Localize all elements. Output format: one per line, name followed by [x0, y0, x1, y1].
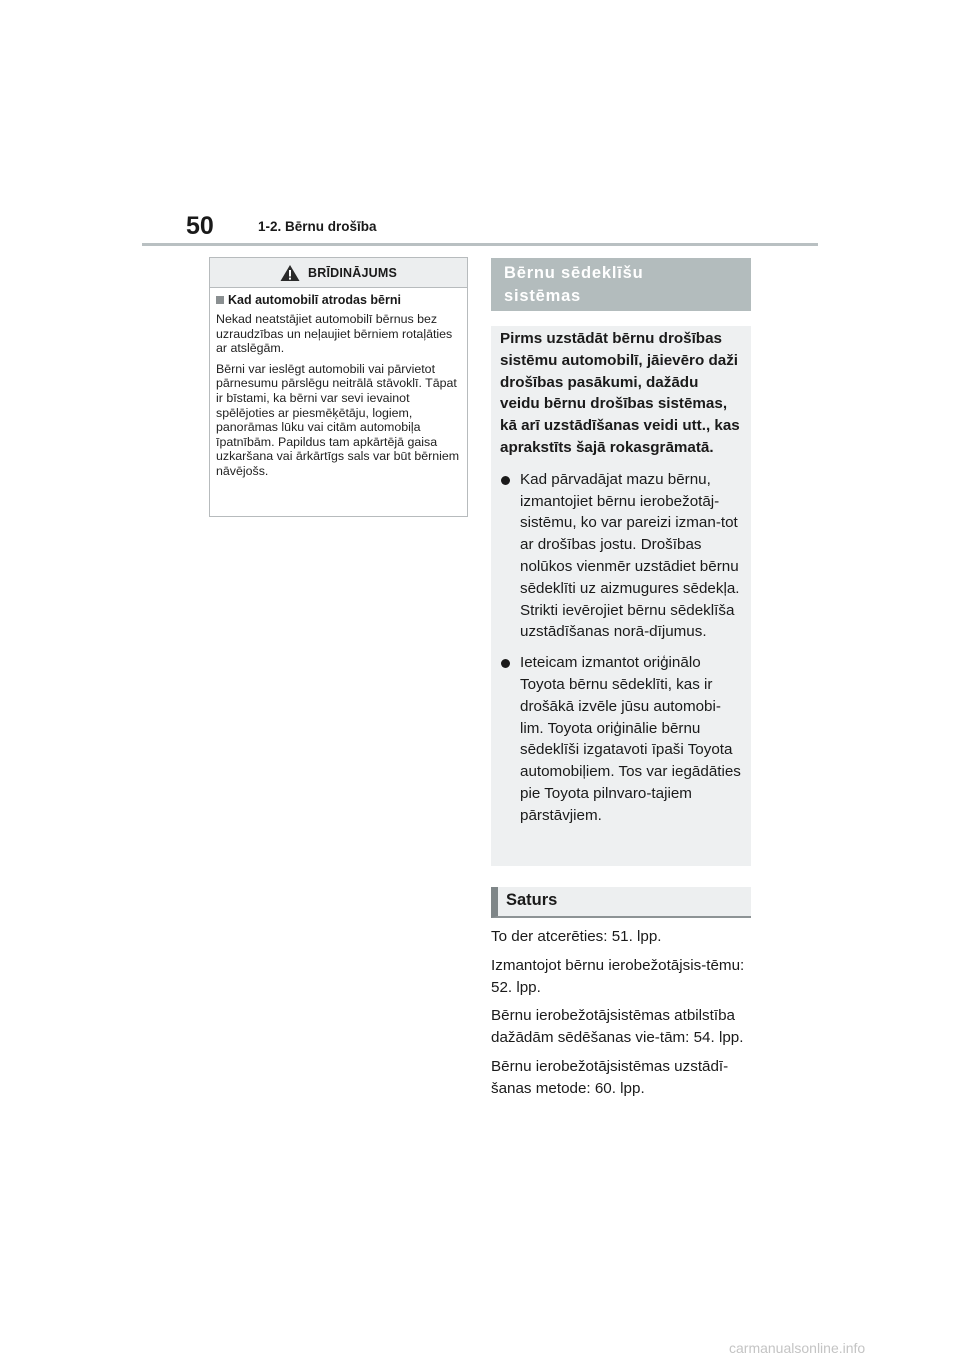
list-item-text: Kad pārvadājat mazu bērnu, izmantojiet bērnu ierobežotāj-sistēmu, ko var pareizi izman-tot ar drošības jostu. Drošības nolūkos vienmēr uzstādiet bērnu sēdeklīti uz aizmugures sēdekļa. Strikti ievērojiet bērnu sēdeklīša uzstādīšanas norā-dījumus.: [520, 470, 740, 641]
section-reference: 1-2. Bērnu drošība: [258, 219, 377, 234]
contents-entry[interactable]: To der atcerēties: 51. lpp.: [491, 928, 662, 945]
page-number: 50: [186, 212, 214, 240]
contents-entry[interactable]: Izmantojot bērnu ierobežotājsis-tēmu: 52. lpp.: [491, 956, 745, 996]
warning-paragraph: Bērni var ieslēgt automobili vai pārvietot pārnesumu pārslēgu neitrālā stāvoklī. Tāpat ir bīstami, ka bērni var sevi ievainot spēlējoties ar piesmēķētāju, logiem, panorāmas lūku vai citām automobiļa īpatnībām. Papildus tam apkārtējā gaisa uzkaršana vai ārkārtīgs sals var būt bērniem nāvējošs.: [216, 361, 460, 478]
square-bullet-icon: [216, 296, 224, 304]
list-item: [500, 652, 741, 826]
warning-title: BRĪDINĀJUMS: [307, 265, 397, 280]
contents-entry[interactable]: Bērnu ierobežotājsistēmas uzstādī-šanas metode: 60. lpp.: [491, 1057, 729, 1097]
child-seats-heading: [491, 258, 751, 311]
child-seats-heading-line: sistēmas: [504, 287, 582, 305]
list-item-text: Ieteicam izmantot oriģinālo Toyota bērnu sēdeklīti, kas ir drošākā izvēle jūsu automobi-lim. Toyota oriģinālie bērnu sēdeklīši izgatavoti īpaši Toyota automobiļiem. Tos var iegādāties pie Toyota pilnvaro-tajiem pārstāvjiem.: [520, 654, 741, 824]
child-seats-intro: Pirms uzstādāt bērnu drošības sistēmu automobilī, jāievēro daži drošības pasākumi, dažādu veidu bērnu drošības sistēmas, kā arī uzstādīšanas veidi utt., kas aprakstīts šajā rokasgrāmatā.: [500, 330, 740, 456]
child-seats-intro-panel: [491, 326, 751, 866]
contents-heading: Saturs: [491, 887, 751, 918]
list-item: [500, 469, 741, 643]
warning-subheading: [216, 293, 460, 307]
watermark: carmanualsonline.info: [729, 1340, 866, 1356]
contents-list: [491, 926, 753, 1107]
header-rule: [142, 243, 818, 246]
warning-header: [210, 258, 467, 288]
warning-subheading-text: Kad automobilī atrodas bērni: [228, 293, 401, 307]
child-seats-heading-line: Bērnu sēdeklīšu: [504, 264, 644, 282]
warning-body: [210, 288, 467, 479]
warning-box: [209, 257, 468, 517]
round-bullet-icon: [501, 476, 510, 485]
warning-paragraph: Nekad neatstājiet automobilī bērnus bez uzraudzības un neļaujiet bērniem rotaļāties ar atslēgām.: [216, 312, 453, 356]
contents-entry[interactable]: Bērnu ierobežotājsistēmas atbilstība dažādām sēdēšanas vie-tām: 54. lpp.: [491, 1007, 744, 1047]
round-bullet-icon: [501, 659, 510, 668]
warning-triangle-icon: [280, 264, 300, 282]
